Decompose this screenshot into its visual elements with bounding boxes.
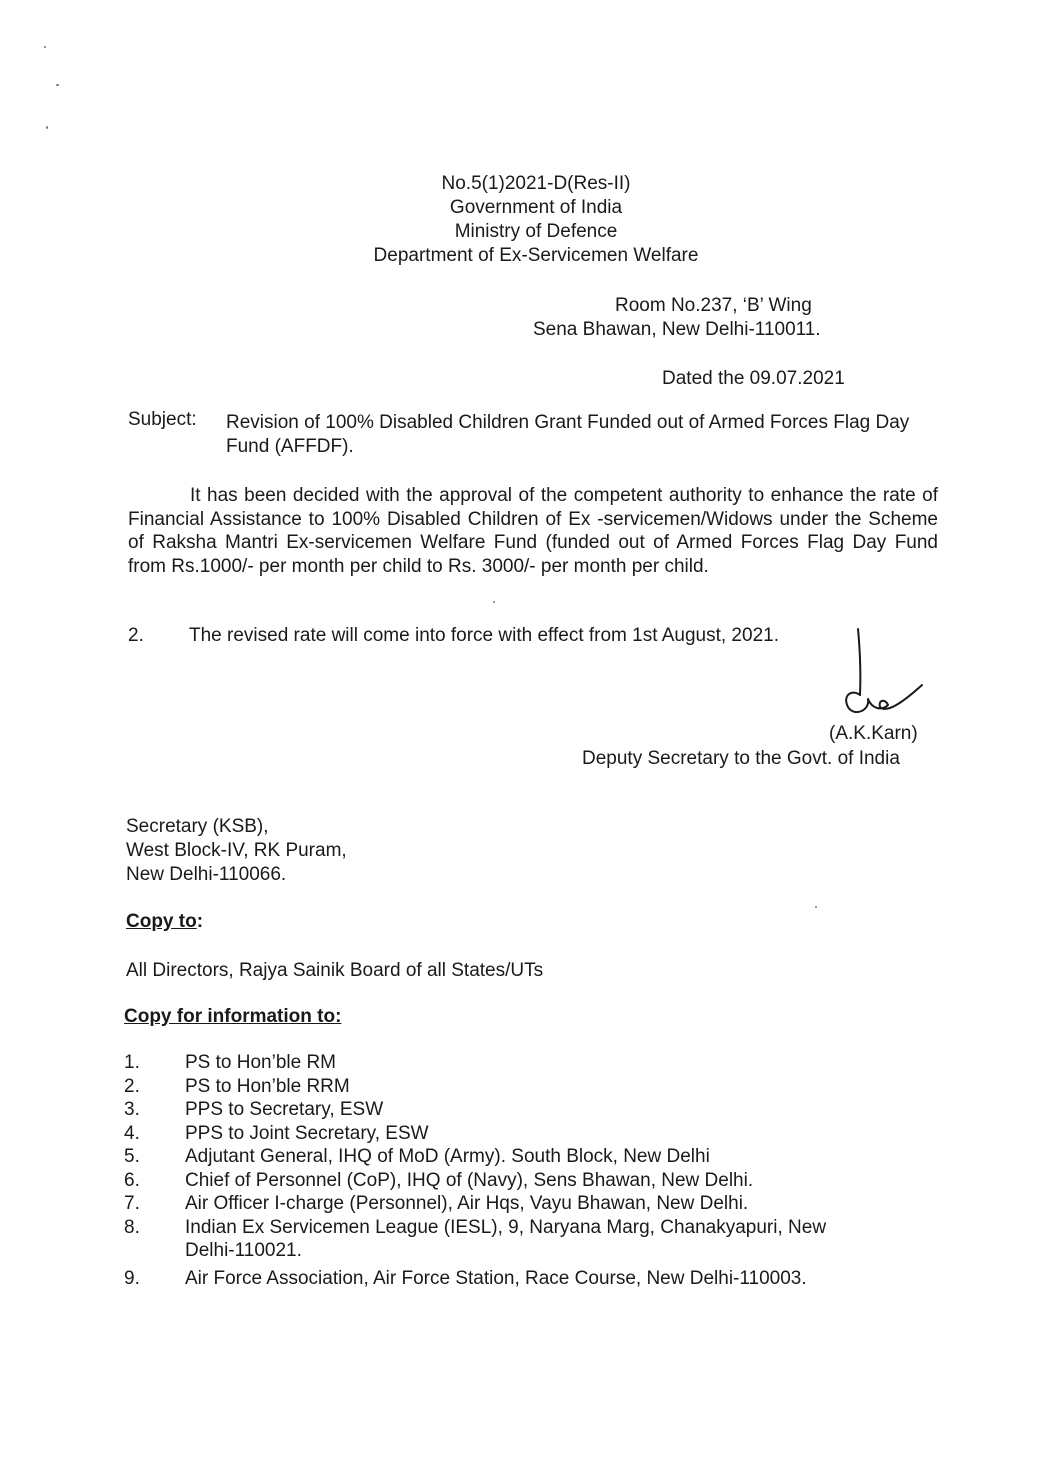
list-item-number: 3.	[124, 1099, 140, 1120]
list-item	[124, 1075, 924, 1099]
body-paragraph-2: The revised rate will come into force with effect from 1st August, 2021.	[189, 625, 779, 646]
file-number: No.5(1)2021-D(Res-II)	[441, 173, 631, 194]
scan-speck	[44, 46, 46, 48]
list-item-number: 1.	[124, 1052, 140, 1073]
list-item-text: Indian Ex Servicemen League (IESL), 9, Naryana Marg, Chanakyapuri, New Delhi-110021.	[185, 1216, 827, 1261]
government-line: Government of India	[449, 197, 623, 218]
list-item-number: 8.	[124, 1216, 140, 1238]
signatory-name: (A.K.Karn)	[829, 723, 918, 744]
list-item-text: Chief of Personnel (CoP), IHQ of (Navy), Sens Bhawan, New Delhi.	[185, 1169, 754, 1191]
list-item-text: Adjutant General, IHQ of MoD (Army). South Block, New Delhi	[185, 1146, 710, 1167]
signature	[830, 625, 930, 725]
list-item-text: PS to Hon’ble RRM	[185, 1075, 350, 1097]
copy-info-list	[124, 1051, 924, 1290]
list-item-number: 9.	[124, 1267, 140, 1289]
list-item-text: PS to Hon’ble RM	[185, 1052, 337, 1073]
list-item	[124, 1216, 924, 1263]
list-item	[124, 1051, 924, 1075]
list-item-text: Air Officer I-charge (Personnel), Air Hqs, Vayu Bhawan, New Delhi.	[185, 1193, 749, 1214]
list-item-number: 5.	[124, 1146, 140, 1167]
list-item	[124, 1145, 924, 1169]
list-item	[124, 1098, 924, 1122]
letter-header	[300, 172, 772, 268]
list-item	[124, 1169, 924, 1193]
subject-text: Revision of 100% Disabled Children Grant Funded out of Armed Forces Flag Day Fund (AFFDF).	[226, 412, 910, 457]
signatory-designation: Deputy Secretary to the Govt. of India	[582, 748, 900, 769]
scan-speck	[493, 601, 495, 603]
copy-to-heading-text: Copy to	[126, 911, 197, 932]
department-line: Department of Ex-Servicemen Welfare	[373, 245, 699, 266]
list-item	[124, 1267, 924, 1291]
list-item-number: 6.	[124, 1169, 140, 1191]
body-paragraph-1: It has been decided with the approval of the competent authority to enhance the rate of Financial Assistance to 100% Disabled Children of Ex -servicemen/Widows under the Scheme of Raksha Mantri Ex-servicemen Welfare Fund (funded out of Armed Forces Flag Day Fund from Rs.1000/- per month per child to Rs. 3000/- per month per child.	[128, 485, 938, 577]
list-item-text: Air Force Association, Air Force Station, Race Course, New Delhi-110003.	[185, 1267, 807, 1289]
ministry-line: Ministry of Defence	[454, 221, 618, 242]
list-item-text: PPS to Secretary, ESW	[185, 1099, 384, 1120]
room-address: Room No.237, ‘B’ Wing	[615, 295, 812, 316]
list-item-text: PPS to Joint Secretary, ESW	[185, 1122, 429, 1144]
letter-date: Dated the 09.07.2021	[662, 368, 845, 389]
copy-to-recipients: All Directors, Rajya Sainik Board of all States/UTs	[126, 960, 544, 981]
scan-speck	[815, 906, 817, 908]
addressee-line-2: West Block-IV, RK Puram,	[126, 840, 347, 861]
list-item-number: 7.	[124, 1193, 140, 1214]
addressee-line-3: New Delhi-110066.	[126, 864, 287, 885]
building-address: Sena Bhawan, New Delhi-110011.	[533, 319, 821, 340]
paragraph-2-number: 2.	[128, 625, 144, 646]
subject-label: Subject:	[128, 409, 197, 430]
copy-to-heading	[126, 910, 203, 934]
scan-speck	[56, 84, 59, 86]
list-item-number: 2.	[124, 1075, 140, 1097]
list-item-number: 4.	[124, 1122, 140, 1144]
list-item	[124, 1122, 924, 1146]
copy-info-heading: Copy for information to:	[124, 1006, 342, 1027]
scan-speck	[46, 126, 48, 129]
addressee-line-1: Secretary (KSB),	[126, 816, 269, 837]
copy-to-colon: :	[196, 911, 204, 932]
list-item	[124, 1192, 924, 1216]
